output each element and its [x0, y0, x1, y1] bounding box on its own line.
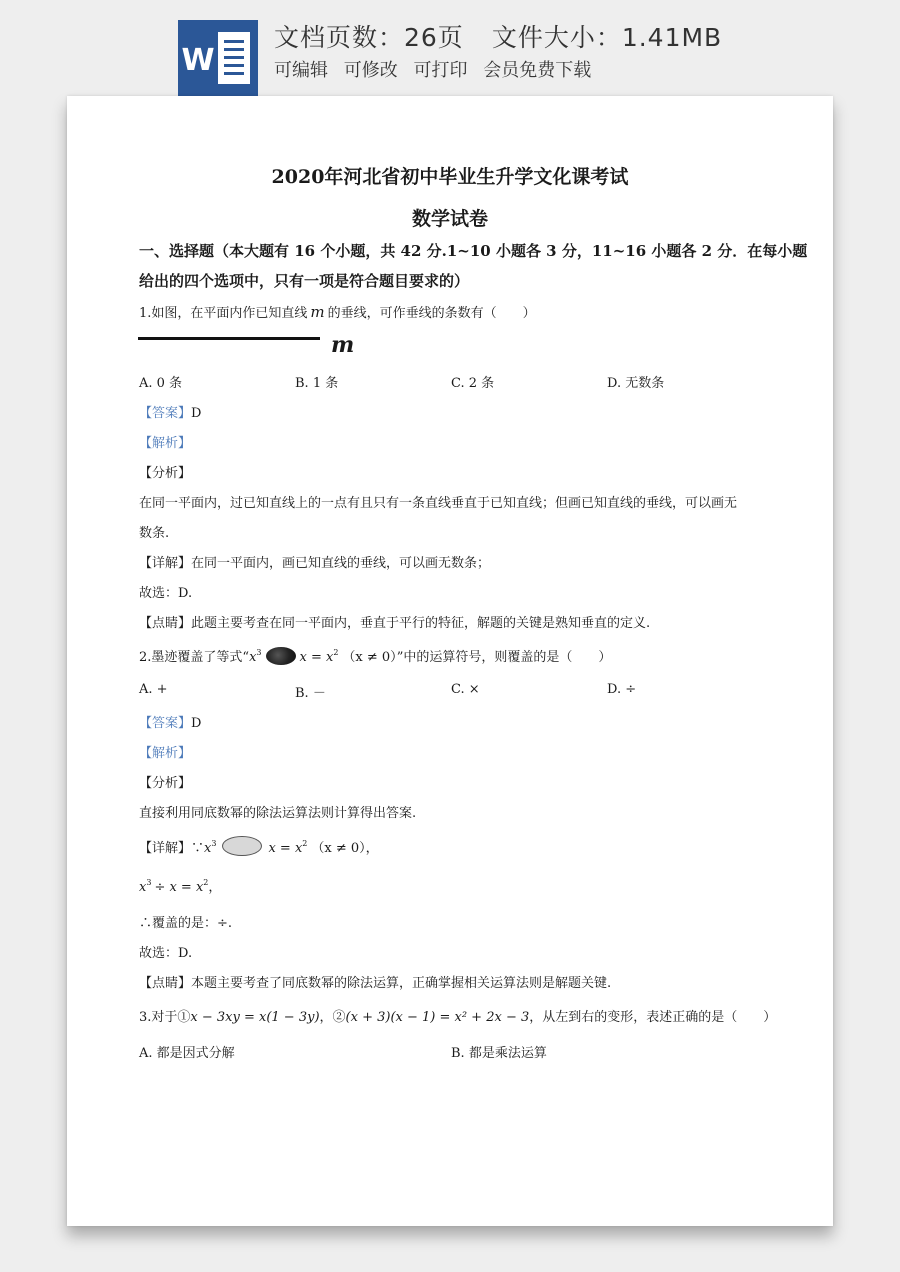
q1-detail: 【详解】在同一平面内，画已知直线的垂线，可以画无数条；: [139, 556, 491, 571]
feature-editable: 可编辑: [274, 60, 328, 81]
q3-expr2: (x + 3)(x − 1) = x² + 2x − 3: [345, 1010, 530, 1025]
q1-option-c: C. 2 条: [451, 376, 495, 391]
q1-stem-text: 1.如图，在平面内作已知直线: [139, 306, 308, 321]
page-count: 文档页数：26页: [274, 23, 464, 52]
q3-stem-text-2: ，从左到右的变形，表述正确的是（ ）: [529, 1010, 777, 1025]
q2-detail: 【详解】$\because x^3$ $x = x^2$ （x ≠ 0），: [139, 836, 379, 856]
section-heading-line1: 一、选择题（本大题有 16 个小题，共 42 分.1~10 小题各 3 分，11~16 小题各 2 分．在每小题: [139, 242, 808, 260]
q3-stem: [139, 1006, 776, 1025]
q1-figure-label: m: [331, 332, 355, 358]
q2-detail-x3: x: [204, 841, 212, 856]
answer-value: D: [191, 406, 202, 421]
q2-choose: 故选：D.: [139, 946, 193, 961]
q1-stem-text-2: 的垂线，可作垂线的条数有（ ）: [327, 306, 536, 321]
q2-option-d: D. ÷: [607, 682, 637, 697]
q2-option-a: A. +: [139, 682, 168, 697]
document-info-header: [0, 0, 900, 96]
exam-title: 2020年河北省初中毕业生升学文化课考试: [271, 166, 629, 188]
q1-answer: [139, 402, 201, 421]
q3-stem-text: 3.对于①: [139, 1010, 191, 1025]
q2-jiexi-tag: 【解析】: [139, 746, 192, 761]
q1-analysis-line1: 在同一平面内，过已知直线上的一点有且只有一条直线垂直于已知直线；但画已知直线的垂线，可以画无: [139, 496, 738, 511]
q1-stem: [139, 302, 536, 321]
q2-fenxi-tag: 【分析】: [139, 776, 192, 791]
answer-tag: 【答案】: [139, 716, 192, 731]
q3-option-b: B. 都是乘法运算: [451, 1046, 547, 1061]
ink-blot-icon: [266, 647, 296, 665]
covered-symbol-icon: [222, 836, 262, 856]
document-page: [67, 96, 833, 1226]
q2-step: $x^3 \div x = x^2$，: [139, 878, 222, 895]
q2-comment: 【点睛】本题主要考查了同底数幂的除法运算，正确掌握相关运算法则是解题关键.: [139, 976, 612, 991]
q3-option-a: A. 都是因式分解: [139, 1046, 235, 1061]
exam-subtitle: 数学试卷: [411, 208, 488, 230]
q1-option-b: B. 1 条: [295, 376, 339, 391]
feature-printable: 可打印: [413, 60, 468, 81]
feature-list: [274, 56, 601, 82]
q2-analysis: 直接利用同底数幂的除法运算法则计算得出答案.: [139, 806, 417, 821]
q1-var-m: m: [310, 303, 325, 321]
q1-jiexi-tag: 【解析】: [139, 436, 192, 451]
q1-line-figure: [138, 337, 320, 340]
q2-eq: x = x: [299, 650, 334, 665]
q1-analysis-line2: 数条.: [139, 526, 170, 541]
word-icon: [178, 20, 258, 96]
q2-step-x: x: [139, 880, 147, 895]
file-size: 文件大小：1.41MB: [491, 23, 723, 52]
q1-option-a: A. 0 条: [139, 376, 183, 391]
q1-option-d: D. 无数条: [607, 376, 665, 391]
q2-stem-text: 2.墨迹覆盖了等式“: [139, 650, 250, 665]
feature-member-download: 会员免费下载: [483, 60, 592, 81]
q1-choose: 故选：D.: [139, 586, 193, 601]
q2-detail-cond: （x ≠ 0），: [311, 841, 379, 856]
q2-therefore: ∴覆盖的是：÷.: [139, 916, 233, 931]
q2-step-end: ，: [208, 880, 222, 895]
q2-x3: x: [249, 650, 257, 665]
section-heading-line2: 给出的四个选项中，只有一项是符合题目要求的）: [139, 272, 470, 290]
q2-stem: 2.墨迹覆盖了等式“$x^3$ $x = x^2$ （x ≠ 0）”中的运算符号，则覆盖的是（ ）: [139, 648, 612, 665]
q2-cond: （x ≠ 0）: [342, 650, 397, 665]
feature-modifiable: 可修改: [343, 60, 398, 81]
q2-option-b: B. －: [295, 686, 326, 701]
q1-fenxi-tag: 【分析】: [139, 466, 192, 481]
file-meta-line: [274, 18, 722, 54]
q3-expr1: x − 3xy = x(1 − 3y): [190, 1010, 320, 1025]
q2-option-c: C. ×: [451, 682, 480, 697]
q2-answer: [139, 712, 201, 731]
answer-value: D: [191, 716, 202, 731]
q2-stem-text-2: ”中的运算符号，则覆盖的是（ ）: [396, 650, 612, 665]
answer-tag: 【答案】: [139, 406, 192, 421]
svg-text:W: W: [181, 43, 215, 78]
q2-detail-eq: x = x: [268, 841, 303, 856]
q3-mid: ，②: [319, 1010, 346, 1025]
q2-step-expr: ÷ x = x: [154, 880, 204, 895]
q2-detail-text: 【详解】∵: [139, 841, 205, 856]
q1-comment: 【点睛】此题主要考查在同一平面内，垂直于平行的特征，解题的关键是熟知垂直的定义.: [139, 616, 651, 631]
